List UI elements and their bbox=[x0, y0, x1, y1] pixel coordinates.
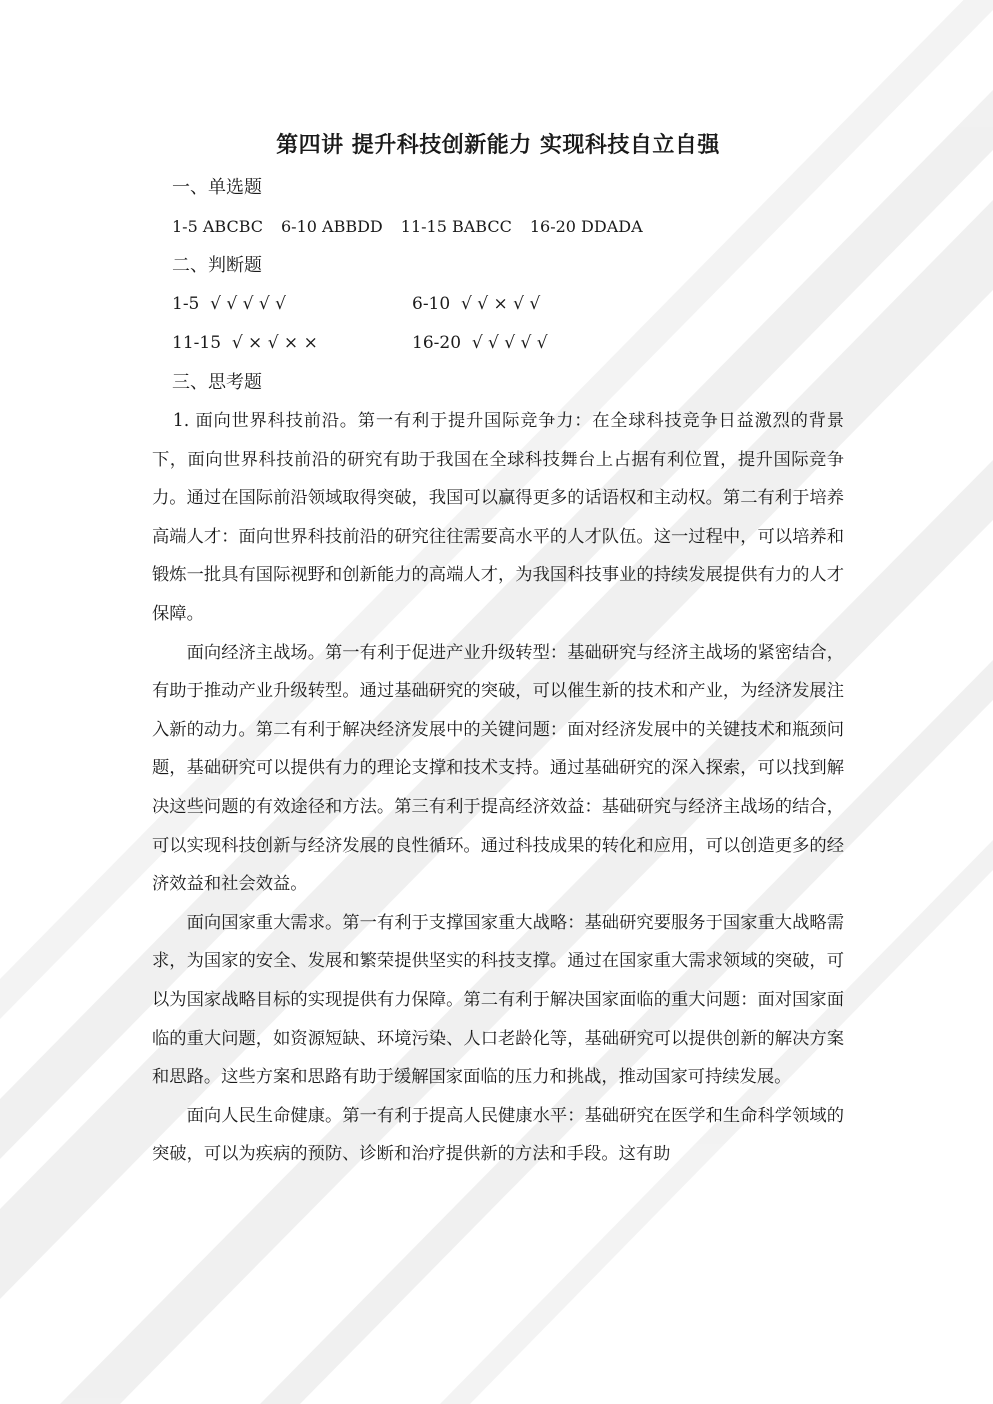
section-heading-thinking-questions: 三、思考题 bbox=[172, 372, 262, 393]
true-false-group: 11-15 √ × √ × × bbox=[172, 333, 318, 353]
answer-paragraph: 面向人民生命健康。第一有利于提高人民健康水平：基础研究在医学和生命科学领域的突破，可以为疾病的预防、诊断和治疗提供新的方法和手段。这有助 bbox=[152, 1105, 844, 1165]
answer-paragraph: 面向经济主战场。第一有利于促进产业升级转型：基础研究与经济主战场的紧密结合，有助于推动产业升级转型。通过基础研究的突破，可以催生新的技术和产业，为经济发展注入新的动力。第二有利于解决经济发展中的关键问题：面对经济发展中的关键技术和瓶颈问题，基础研究可以提供有力的理论支撑和技术支持。通过基础研究的深入探索，可以找到解决这些问题的有效途径和方法。第三有利于提高经济效益：基础研究与经济主战场的结合，可以实现科技创新与经济发展的良性循环。通过科技成果的转化和应用，可以创造更多的经济效益和社会效益。 bbox=[152, 642, 844, 895]
answer-group: 16-20 DDADA bbox=[529, 217, 643, 236]
true-false-group: 16-20 √ √ √ √ √ bbox=[412, 333, 548, 353]
true-false-row bbox=[152, 324, 844, 363]
answer-paragraph: 面向国家重大需求。第一有利于支撑国家重大战略：基础研究要服务于国家重大战略需求，为国家的安全、发展和繁荣提供坚实的科技支撑。通过在国家重大需求领域的突破，可以为国家战略目标的实现提供有力保障。第二有利于解决国家面临的重大问题：面对国家面临的重大问题，如资源短缺、环境污染、人口老龄化等，基础研究可以提供创新的解决方案和思路。这些方案和思路有助于缓解国家面临的压力和挑战，推动国家可持续发展。 bbox=[152, 912, 844, 1088]
answer-group: 1-5 ABCBC bbox=[172, 217, 263, 236]
true-false-row bbox=[152, 285, 844, 324]
true-false-group: 6-10 √ √ × √ √ bbox=[412, 294, 541, 314]
answer-paragraph: 1. 面向世界科技前沿。第一有利于提升国际竞争力：在全球科技竞争日益激烈的背景下，面向世界科技前沿的研究有助于我国在全球科技舞台上占据有利位置，提升国际竞争力。通过在国际前沿领域取得突破，我国可以赢得更多的话语权和主动权。第二有利于培养高端人才：面向世界科技前沿的研究往往需要高水平的人才队伍。这一过程中，可以培养和锻炼一批具有国际视野和创新能力的高端人才，为我国科技事业的持续发展提供有力的人才保障。 bbox=[152, 411, 844, 624]
single-choice-answers bbox=[152, 207, 844, 246]
section-heading-true-false: 二、判断题 bbox=[172, 255, 262, 276]
section-heading-single-choice: 一、单选题 bbox=[172, 177, 262, 198]
page-title: 第四讲 提升科技创新能力 实现科技自立自强 bbox=[276, 133, 720, 158]
answer-group: 11-15 BABCC bbox=[400, 217, 512, 236]
document-content bbox=[152, 128, 844, 1174]
true-false-group: 1-5 √ √ √ √ √ bbox=[172, 294, 286, 314]
answer-group: 6-10 ABBDD bbox=[281, 217, 383, 236]
